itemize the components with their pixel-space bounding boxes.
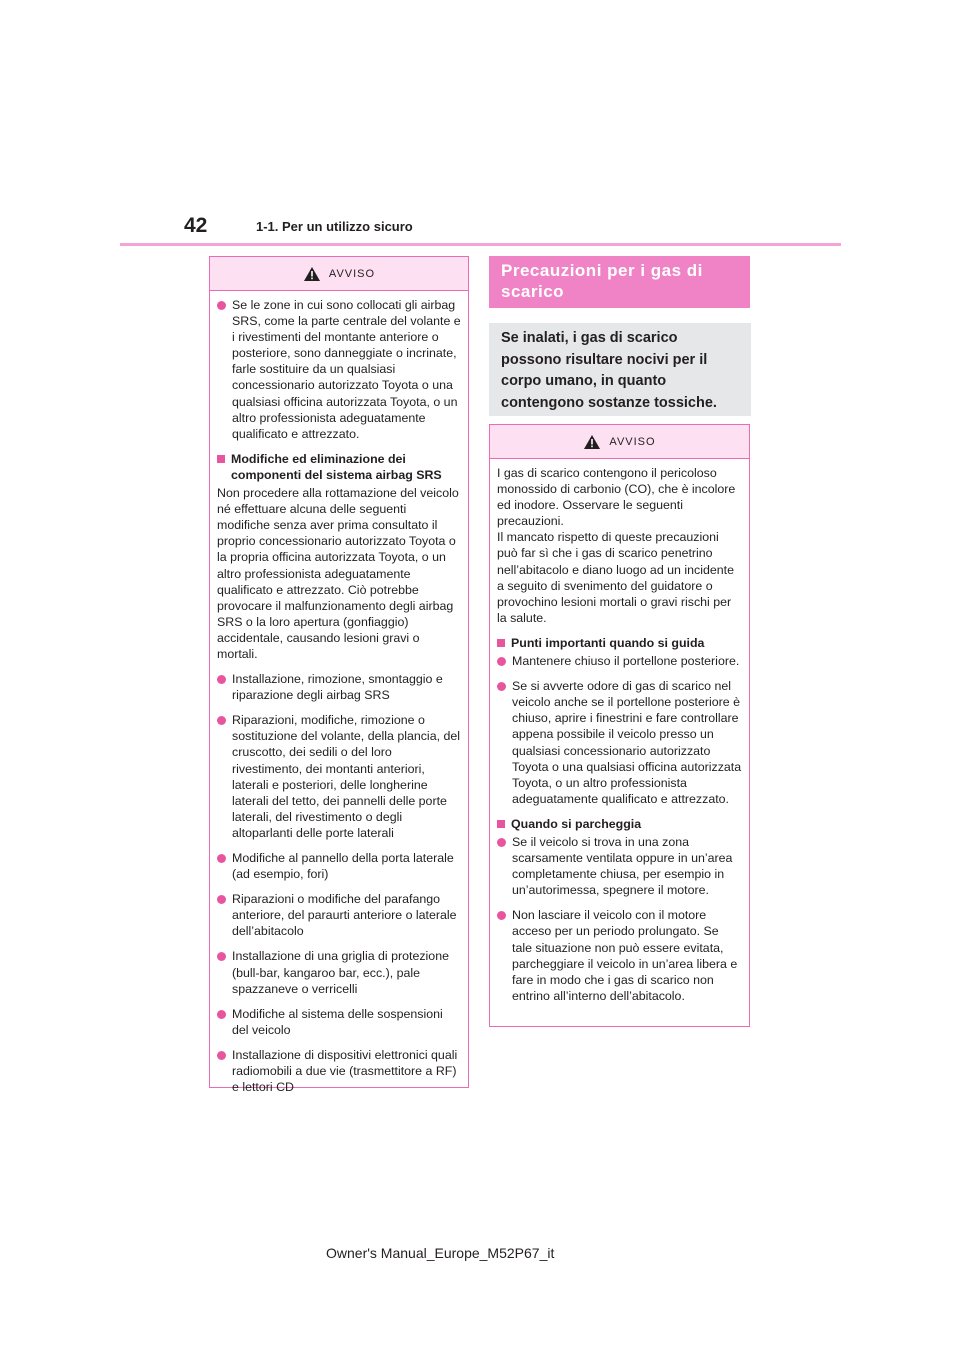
intro-box: Se inalati, i gas di scarico possono risultare nocivi per il corpo umano, in quanto contengono sostanze tossiche.	[489, 323, 751, 416]
list-item	[497, 834, 742, 898]
bullet-text: Installazione di una griglia di protezione (bull-bar, kangaroo bar, ecc.), pale spazzaneve o verricelli	[232, 949, 449, 996]
bullet-icon	[497, 657, 506, 666]
bullet-icon	[217, 1051, 226, 1060]
bullet-text: Se si avverte odore di gas di scarico nel veicolo anche se il portellone posteriore è chiuso, aprire i finestrini e fare controllare appena possibile il veicolo presso un qualsiasi concessionario autorizzato Toyota o una qualsiasi officina autorizzata Toyota, o un altro professionista adeguatamente qualificato e attrezzato.	[512, 679, 742, 806]
bullet-text: Mantenere chiuso il portellone posteriore.	[512, 654, 740, 669]
section-title: 1-1. Per un utilizzo sicuro	[256, 219, 413, 234]
list-item	[217, 1047, 461, 1095]
left-warning-box	[209, 256, 469, 1095]
square-bullet-icon	[497, 639, 505, 647]
warning-triangle-icon	[583, 434, 601, 450]
section-heading: Precauzioni per i gas di scarico	[489, 256, 750, 308]
list-item	[217, 297, 461, 442]
list-item	[217, 1006, 461, 1038]
warning-label: AVVISO	[328, 267, 376, 280]
list-item	[217, 712, 461, 841]
footer-doc-id: Owner's Manual_Europe_M52P67_it	[326, 1245, 555, 1261]
subheading	[217, 451, 461, 483]
paragraph: I gas di scarico contengono il pericoloso monossido di carbonio (CO), che è incolore ed inodore. Osservare le seguenti precauzioni.	[497, 466, 736, 529]
bullet-text: Riparazioni o modifiche del parafango anteriore, del paraurti anteriore o laterale dell’abitacolo	[232, 892, 457, 939]
subheading-text: Punti importanti quando si guida	[511, 635, 705, 650]
subheading	[497, 816, 742, 832]
list-item	[217, 948, 461, 996]
bullet-icon	[217, 854, 226, 863]
list-item	[497, 907, 742, 1004]
bullet-icon	[217, 895, 226, 904]
square-bullet-icon	[217, 455, 225, 463]
bullet-icon	[217, 952, 226, 961]
warning-triangle-icon	[303, 266, 321, 282]
subheading-text: Modifiche ed eliminazione dei componenti del sistema airbag SRS	[231, 451, 442, 482]
page-number: 42	[184, 214, 208, 237]
bullet-icon	[497, 838, 506, 847]
list-item	[497, 653, 742, 669]
warning-header	[210, 257, 468, 291]
list-item	[217, 891, 461, 939]
bullet-icon	[217, 1010, 226, 1019]
header-rule	[120, 243, 841, 246]
bullet-text: Installazione di dispositivi elettronici quali radiomobili a due vie (trasmettitore a RF) e lettori CD	[232, 1047, 458, 1095]
bullet-text: Se il veicolo si trova in una zona scarsamente ventilata oppure in un’area completamente chiusa, per esempio in un’autorimessa, spegnere il motore.	[512, 834, 733, 898]
paragraph: Il mancato rispetto di queste precauzioni può far sì che i gas di scarico penetrino nell’abitacolo e diano luogo ad un incidente a seguito di svenimento del guidatore o provochino lesioni mortali o gravi rischi per la salute.	[497, 530, 734, 625]
bullet-text: Non lasciare il veicolo con il motore acceso per un periodo prolungato. Se tale situazione non può essere evitata, parcheggiare il veicolo in un’area libera e fare in modo che i gas di scarico non entrino all’interno dell’abitacolo.	[512, 908, 738, 1003]
square-bullet-icon	[497, 820, 505, 828]
bullet-text: Modifiche al pannello della porta laterale (ad esempio, fori)	[232, 851, 454, 882]
subheading-text: Quando si parcheggia	[511, 816, 642, 831]
list-item	[217, 671, 461, 703]
bullet-icon	[217, 675, 226, 684]
list-item	[497, 678, 742, 807]
bullet-icon	[497, 682, 506, 691]
bullet-icon	[497, 911, 506, 920]
warning-header	[490, 425, 749, 459]
paragraph: Non procedere alla rottamazione del veicolo né effettuare alcuna delle seguenti modifiche senza aver prima consultato il proprio concessionario autorizzato Toyota o la propria officina autorizzata Toyota, o un altro professionista adeguatamente qualificato e attrezzato. Ciò potrebbe provocare il malfunzionamento degli airbag SRS o la loro apertura (gonfiaggio) accidentale, causando lesioni gravi o mortali.	[217, 486, 459, 661]
bullet-text: Installazione, rimozione, smontaggio e riparazione degli airbag SRS	[232, 672, 443, 703]
bullet-icon	[217, 716, 226, 725]
bullet-text: Se le zone in cui sono collocati gli airbag SRS, come la parte centrale del volante e i rivestimenti del montante anteriore o posteriore, sono danneggiate o incrinate, farle sostituire da un qualsiasi concessionario autorizzato Toyota o una qualsiasi officina autorizzata Toyota, o un altro professionista adeguatamente qualificato e attrezzato.	[232, 298, 461, 441]
bullet-text: Modifiche al sistema delle sospensioni del veicolo	[232, 1006, 443, 1037]
warning-label: AVVISO	[609, 435, 656, 448]
bullet-text: Riparazioni, modifiche, rimozione o sostituzione del volante, della plancia, del cruscotto, dei sedili o del loro rivestimento, dei montanti anteriori, laterali e posteriori, delle longherine laterali del tetto, dei pannelli delle porte laterali, del rivestimento o degli altoparlanti delle porte laterali	[232, 713, 460, 840]
subheading	[497, 635, 742, 651]
list-item	[217, 850, 461, 882]
bullet-icon	[217, 301, 226, 310]
right-warning-box	[489, 424, 750, 1027]
